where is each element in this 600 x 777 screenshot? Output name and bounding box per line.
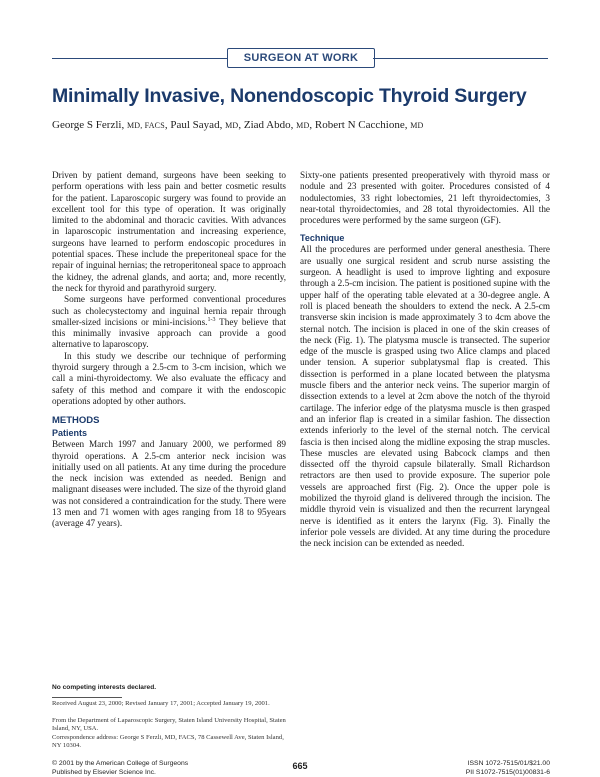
footer-copyright	[52, 760, 188, 777]
intro-paragraph-1: Driven by patient demand, surgeons have been seeking to perform operations with less pain and better cosmetic results for the patient. Laparoscopic surgery was found to provide an excellent tool for this type of operation. It was originally limited to the abdominal and thoracic cavities. With advances in laparoscopic instrumentation and increasing experience, surgeons have learned to perform endoscopic procedures in potential spaces. These include the preperitoneal space for the repair of inguinal hernias; the retroperitoneal space to approach the kidney, the adrenal glands, and aorta; and, more recently, the neck for thyroid and parathyroid surgery.	[52, 170, 286, 294]
received-dates: Received August 23, 2000; Revised January 17, 2001; Accepted January 19, 2001.	[52, 700, 286, 708]
footnote-rule	[52, 697, 122, 698]
intro-paragraph-2: Some surgeons have performed conventional procedures such as cholecystectomy and inguinal hernia repair through smaller-sized incisions or mini-incisions.$^{1-3}$ They believe that this minimally invasive approach can provide a good alternative to laparoscopy.	[52, 294, 286, 350]
citation-ref: 1-3	[207, 317, 215, 323]
author-degrees: MD, FACS	[127, 121, 165, 130]
patients-heading: Patients	[52, 427, 286, 439]
author-name: Robert N Cacchione	[315, 119, 405, 131]
article-title: Minimally Invasive, Nonendoscopic Thyroid Surgery	[52, 85, 552, 108]
section-banner: SURGEON AT WORK	[227, 48, 375, 68]
footer-identifiers	[466, 760, 550, 777]
technique-paragraph: All the procedures are performed under general anesthesia. There are usually one surgical resident and scrub nurse assisting the surgeon. A headlight is used to improve lighting and exposure through a 2.5-cm incision. The patient is positioned supine with the upper half of the operating table elevated at a 30-degree angle. A roll is placed beneath the shoulders to extend the neck. A 2.5-cm transverse skin incision is made approximately 3 to 4cm above the sternal notch. The incision is placed in one of the skin creases of the neck (Fig. 1). The platysma muscle is transected. The superior edge of the muscle is grasped using two Alice clamps and placed under tension. A superior subplatysmal flap is created. This dissection is performed in a plane located between the platysma muscle fibers and the anterior neck veins. The superior margin of dissection extends to a level at 2cm above the notch of the thyroid cartilage. The inferior edge of the platysma muscle is then grasped and an inferior flap is created in a similar fashion. The dissection extends inferiorly to the level of the sternal notch. The cervical fascia is then incised along the midline exposing the strap muscles. These muscles are elevated using Babcock clamps and then dissected off the thyroid capsule bilaterally. Small Richardson retractors are then used to provide exposure. The superior pole vessels are approached first (Fig. 2). Once the upper pole is mobilized the thyroid gland is delivered through the incision. The middle thyroid vein is visualized and then the recurrent laryngeal nerve is identified as it enters the larynx (Fig. 3). Finally the inferior pole vessels are divided. At any time during the procedure the neck incision can be extended as needed.	[300, 244, 550, 549]
section-banner-area	[0, 48, 600, 68]
author-name: George S Ferzli	[52, 119, 121, 131]
author-degrees: MD	[296, 121, 309, 130]
competing-interests: No competing interests declared.	[52, 684, 156, 691]
methods-heading: METHODS	[52, 415, 286, 427]
banner-rule-left	[52, 58, 227, 59]
author-degrees: MD	[225, 121, 238, 130]
publisher-line: Published by Elsevier Science Inc.	[52, 769, 188, 777]
pii-line: PII S1072-7515(01)00831-6	[466, 769, 550, 777]
patients-continued-paragraph: Sixty-one patients presented preoperatively with thyroid mass or nodule and 23 presented with goiter. Procedures consisted of 4 nodulectomies, 33 right lobectomies, 21 left thyroidectomies, 3 near-total thyroidectomies, and 28 total thyroidectomies. All the procedures were performed by the same surgeon (GF).	[300, 170, 550, 226]
author-list: George S Ferzli, MD, FACS, Paul Sayad, MD, Ziad Abdo, MD, Robert N Cacchione, MD	[52, 119, 552, 131]
technique-heading: Technique	[300, 232, 550, 244]
intro-paragraph-3: In this study we describe our technique of performing thyroid surgery through a 2.5-cm to 3-cm incision, which we call a mini-thyroidectomy. We also evaluate the efficacy and safety of this method and compare it with the endoscopic operations adopted by other authors.	[52, 351, 286, 407]
copyright-line: © 2001 by the American College of Surgeons	[52, 760, 188, 769]
patients-paragraph: Between March 1997 and January 2000, we performed 89 thyroid operations. A 2.5-cm anterior neck incision was initially used on all patients. At any time during the procedure the neck incision was extended as needed. Benign and malignant diseases were included. The size of the thyroid gland was not considered a contraindication for the study. There were 13 men and 71 women with ages ranging from 18 to 95years (average 47 years).	[52, 439, 286, 529]
left-column	[52, 170, 286, 530]
banner-rule-right	[373, 58, 548, 59]
page-number: 665	[285, 761, 315, 771]
issn-line: ISSN 1072-7515/01/$21.00	[466, 760, 550, 769]
right-column	[300, 170, 550, 550]
author-name: Paul Sayad	[170, 119, 219, 131]
author-name: Ziad Abdo	[244, 119, 291, 131]
correspondence-address: Correspondence address: George S Ferzli, MD, FACS, 78 Cassewell Ave, Staten Island, NY 10304.	[52, 734, 286, 750]
author-degrees: MD	[410, 121, 423, 130]
affiliation: From the Department of Laparoscopic Surgery, Staten Island University Hospital, Staten Island, NY, USA.	[52, 717, 286, 733]
